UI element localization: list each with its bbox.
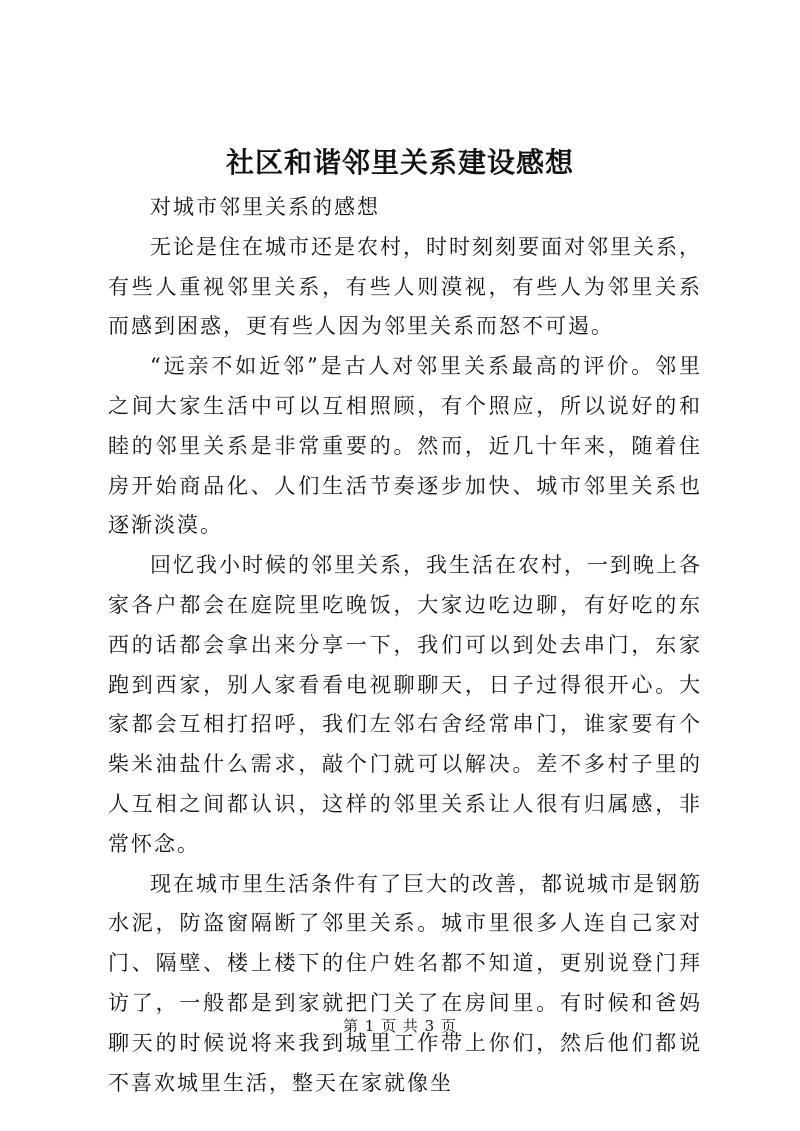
paragraph-4: 现在城市里生活条件有了巨大的改善，都说城市是钢筋水泥，防盗窗隔断了邻里关系。城市里很多人连自己家对门、隔壁、楼上楼下的住户姓名都不知道，更别说登门拜访了，一般都是到家就把门关了在房间里。有时候和爸妈聊天的时候说将来我到城里工作带上你们，然后他们都说不喜欢城里生活，整天在家就像坐 xyxy=(108,871,702,1095)
document-body xyxy=(108,188,702,1103)
document-title: 社区和谐邻里关系建设感想 xyxy=(225,146,574,179)
page-number-footer: 第 1 页 共 3 页 xyxy=(343,1017,457,1035)
paragraph-3: 回忆我小时候的邻里关系，我生活在农村，一到晚上各家各户都会在庭院里吃晚饭，大家边吃边聊，有好吃的东西的话都会拿出来分享一下，我们可以到处去串门，东家跑到西家，别人家看看电视聊聊天，日子过得很开心。大家都会互相打招呼，我们左邻右舍经常串门，谁家要有个柴米油盐什么需求，敲个门就可以解决。差不多村子里的人互相之间都认识，这样的邻里关系让人很有归属感，非常怀念。 xyxy=(108,553,702,856)
paragraph-1: 无论是住在城市还是农村，时时刻刻要面对邻里关系，有些人重视邻里关系，有些人则漠视，有些人为邻里关系而感到困惑，更有些人因为邻里关系而怒不可遏。 xyxy=(108,234,702,339)
paragraph-subtitle: 对城市邻里关系的感想 xyxy=(150,195,380,219)
paragraph-2: “远亲不如近邻”是古人对邻里关系最高的评价。邻里之间大家生活中可以互相照顾，有个照应，所以说好的和睦的邻里关系是非常重要的。然而，近几十年来，随着住房开始商品化、人们生活节奏逐步加快、城市邻里关系也逐渐淡漠。 xyxy=(108,354,702,538)
